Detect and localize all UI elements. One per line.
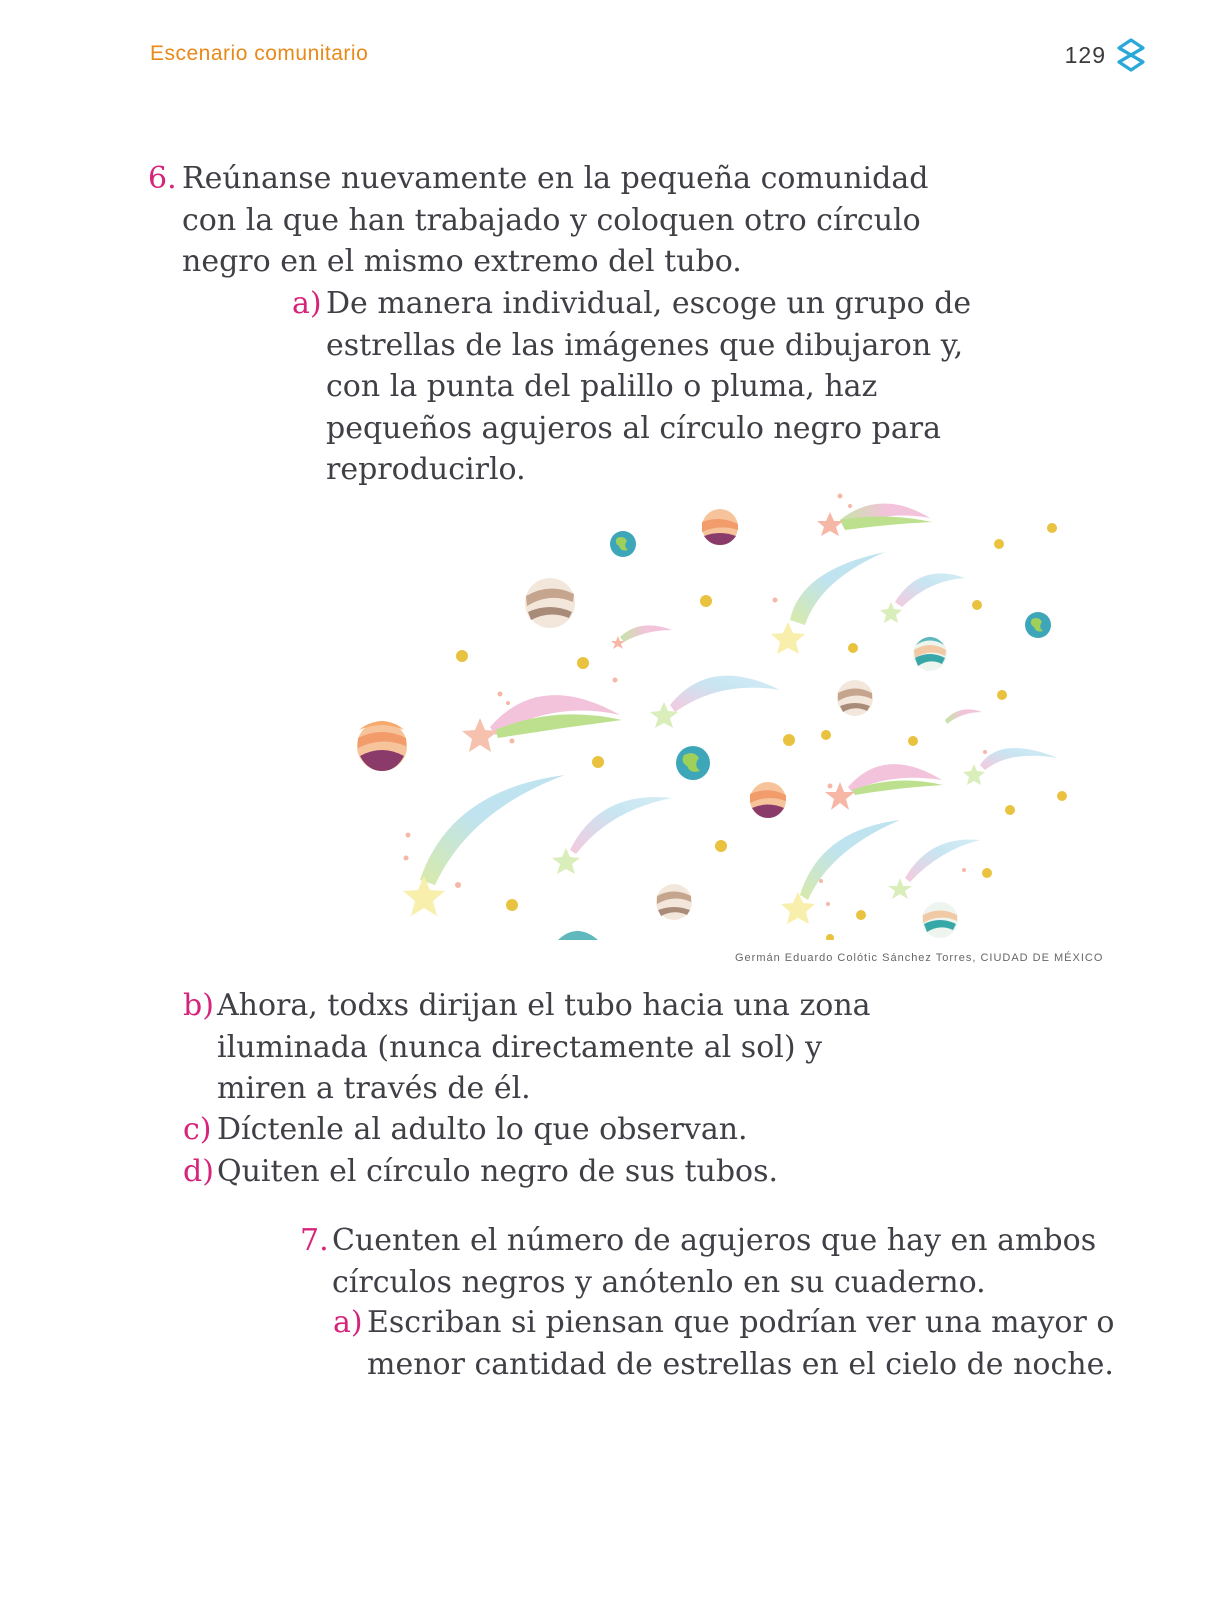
activity-7-text: Cuenten el número de agujeros que hay en ambos círculos negros y anótenlo en su cuaderno. xyxy=(332,1223,1097,1300)
activity-6c-text: Díctenle al adulto lo que observan. xyxy=(217,1112,748,1147)
shooting-star-icon xyxy=(880,573,965,623)
activity-7 xyxy=(300,1220,1120,1303)
shooting-star-icon xyxy=(611,625,672,649)
activity-7a xyxy=(333,1302,1133,1385)
shooting-star-icon xyxy=(963,748,1058,785)
page-number: 129 xyxy=(1064,41,1106,68)
planet-icon xyxy=(837,680,873,716)
illustration-credit: Germán Eduardo Colótic Sánchez Torres, CIUDAD DE MÉXICO xyxy=(735,952,1104,964)
activity-6b xyxy=(183,985,903,1110)
activity-6c-label: c) xyxy=(183,1112,212,1147)
activity-6-text: Reúnanse nuevamente en la pequeña comunidad con la que han trabajado y coloquen otro círculo negro en el mismo extremo del tubo. xyxy=(182,161,929,279)
activity-6-number: 6. xyxy=(148,161,177,196)
space-illustration xyxy=(340,490,1080,940)
planet-icon xyxy=(750,782,786,818)
activity-6b-label: b) xyxy=(183,988,214,1023)
earth-icon xyxy=(610,531,636,557)
activity-6d-label: d) xyxy=(183,1154,214,1189)
shooting-star-icon xyxy=(552,797,672,874)
star-knot-icon xyxy=(1116,38,1146,72)
shooting-star-icon xyxy=(817,503,932,536)
planet-icon xyxy=(525,578,575,628)
activity-6b-text: Ahora, todxs dirijan el tubo hacia una zona iluminada (nunca directamente al sol) y miren a través de él. xyxy=(217,988,871,1106)
shooting-star-icon xyxy=(650,676,780,728)
earth-icon xyxy=(1025,612,1051,638)
planet-icon xyxy=(357,721,407,771)
section-title: Escenario comunitario xyxy=(150,42,369,65)
shooting-star-icon xyxy=(771,552,885,654)
planet-icon xyxy=(922,902,958,938)
shooting-star-icon xyxy=(781,820,900,924)
planet-icon xyxy=(558,931,598,940)
shooting-star-icon xyxy=(462,695,622,752)
activity-6a-label: a) xyxy=(292,286,322,321)
activity-6 xyxy=(148,158,968,283)
shooting-star-icon xyxy=(945,709,982,724)
activity-7a-text: Escriban si piensan que podrían ver una mayor o menor cantidad de estrellas en el cielo de noche. xyxy=(367,1305,1115,1382)
shooting-star-icon xyxy=(888,839,980,899)
planet-icon xyxy=(656,884,692,920)
earth-icon xyxy=(676,746,710,780)
shooting-star-icon xyxy=(403,775,565,916)
activity-6d-text: Quiten el círculo negro de sus tubos. xyxy=(217,1154,779,1189)
activity-7a-label: a) xyxy=(333,1305,363,1340)
page-header-right xyxy=(1065,38,1146,72)
activity-6c xyxy=(183,1109,903,1151)
planet-icon xyxy=(702,509,738,545)
shooting-star-icon xyxy=(825,764,943,810)
activity-7-number: 7. xyxy=(300,1223,329,1258)
activity-6a xyxy=(292,283,972,491)
planet-icon xyxy=(913,637,947,671)
activity-6a-text: De manera individual, escoge un grupo de estrellas de las imágenes que dibujaron y, con la punta del palillo o pluma, haz pequeños agujeros al círculo negro para reproducirlo. xyxy=(326,286,972,487)
activity-6d xyxy=(183,1151,903,1193)
